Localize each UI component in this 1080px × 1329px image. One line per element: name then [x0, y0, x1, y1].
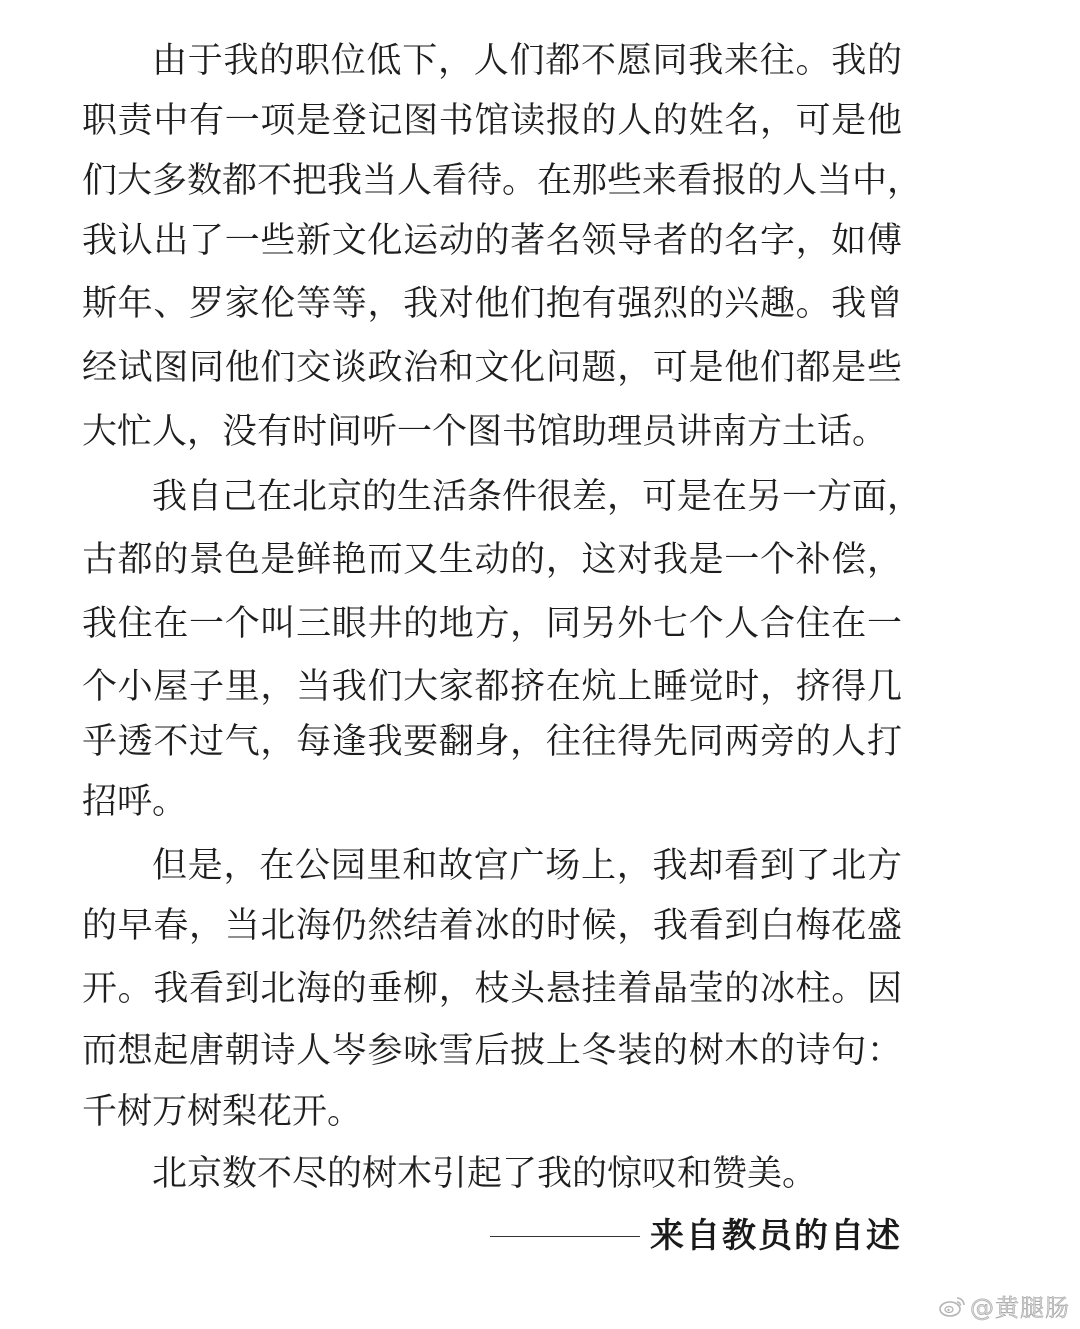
paragraph-2-line-3: 我住在一个叫三眼井的地方，同另外七个人合住在一	[82, 604, 902, 644]
paragraph-3-line-5: 千树万树梨花开。	[82, 1092, 363, 1132]
attribution-dash	[490, 1236, 640, 1237]
paragraph-3-line-3: 开。我看到北海的垂柳，枝头悬挂着晶莹的冰柱。因	[82, 969, 902, 1009]
paragraph-3-line-1: 但是，在公园里和故宫广场上，我却看到了北方	[152, 846, 902, 886]
paragraph-2-line-2: 古都的景色是鲜艳而又生动的，这对我是一个补偿，	[82, 540, 902, 580]
paragraph-3-line-4: 而想起唐朝诗人岑参咏雪后披上冬装的树木的诗句：	[82, 1031, 902, 1071]
paragraph-1-line-3: 们大多数都不把我当人看待。在那些来看报的人当中，	[82, 161, 923, 201]
paragraph-2-line-6: 招呼。	[82, 782, 188, 822]
paragraph-1-line-6: 经试图同他们交谈政治和文化问题，可是他们都是些	[82, 348, 902, 388]
watermark-text: @黄腿肠	[970, 1294, 1070, 1322]
paragraph-1-line-1: 由于我的职位低下，人们都不愿同我来往。我的	[152, 41, 902, 81]
paragraph-1-line-5: 斯年、罗家伦等等，我对他们抱有强烈的兴趣。我曾	[82, 284, 902, 324]
paragraph-3-line-2: 的早春，当北海仍然结着冰的时候，我看到白梅花盛	[82, 906, 902, 946]
paragraph-1-line-4: 我认出了一些新文化运动的著名领导者的名字，如傅	[82, 221, 902, 261]
paragraph-1-line-7: 大忙人，没有时间听一个图书馆助理员讲南方土话。	[82, 412, 888, 452]
paragraph-4-line-1: 北京数不尽的树木引起了我的惊叹和赞美。	[152, 1154, 818, 1194]
paragraph-2-line-5: 乎透不过气，每逢我要翻身，往往得先同两旁的人打	[82, 722, 902, 762]
watermark	[938, 1288, 1070, 1323]
weibo-icon	[938, 1294, 966, 1318]
attribution	[490, 1212, 902, 1260]
attribution-text: 来自教员的自述	[650, 1216, 902, 1256]
paragraph-2-line-4: 个小屋子里，当我们大家都挤在炕上睡觉时，挤得几	[82, 667, 902, 707]
paragraph-1-line-2: 职责中有一项是登记图书馆读报的人的姓名，可是他	[82, 101, 902, 141]
paragraph-2-line-1: 我自己在北京的生活条件很差，可是在另一方面，	[152, 477, 923, 517]
